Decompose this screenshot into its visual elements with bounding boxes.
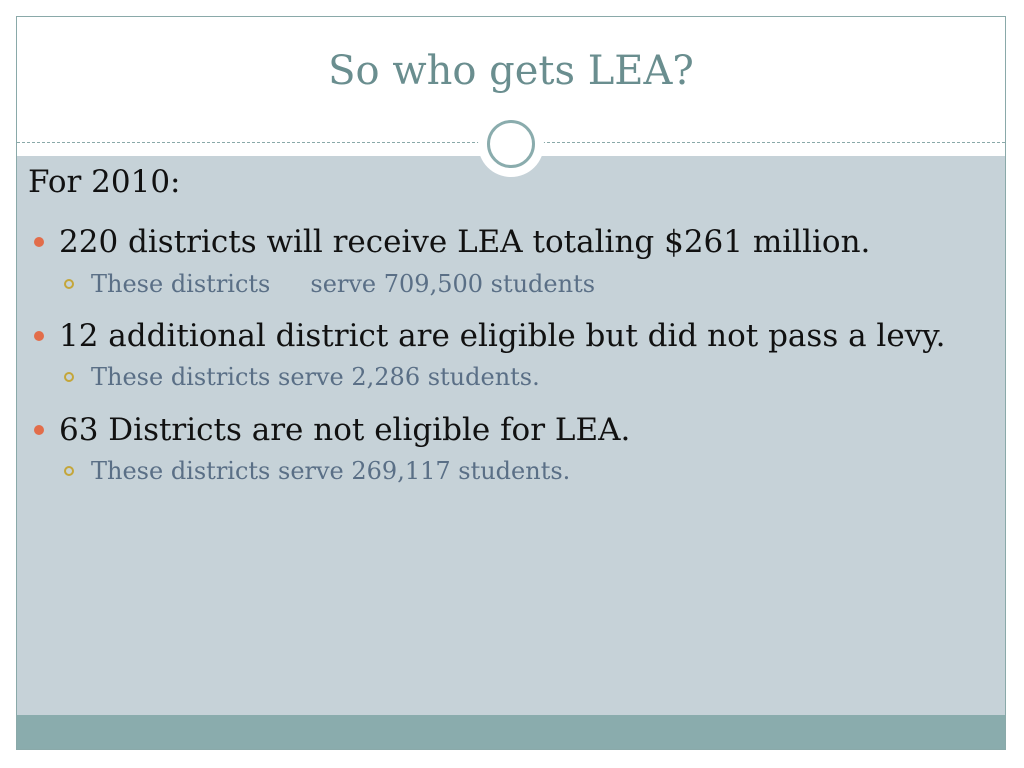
sub-bullet-item — [28, 359, 958, 396]
bullet-text: 220 districts will receive LEA totaling $261 million. — [59, 224, 871, 261]
filled-circle-bullet-icon — [34, 425, 44, 435]
bullet-item — [28, 313, 958, 360]
bullet-text: 63 Districts are not eligible for LEA. — [59, 411, 631, 448]
sub-bullet-item — [28, 453, 958, 490]
hollow-circle-bullet-icon — [64, 466, 74, 476]
sub-bullet-text-part2: serve 709,500 students — [310, 269, 596, 298]
filled-circle-bullet-icon — [34, 237, 44, 247]
bullet-item — [28, 219, 958, 266]
sub-bullet-item — [28, 266, 958, 303]
hollow-circle-bullet-icon — [64, 279, 74, 289]
bullet-item — [28, 407, 958, 454]
sub-bullet-text: These districts serve 2,286 students. — [91, 363, 540, 392]
footer-bar — [17, 715, 1005, 749]
hollow-circle-bullet-icon — [64, 372, 74, 382]
slide-title: So who gets LEA? — [328, 48, 694, 94]
slide-body — [28, 164, 958, 500]
intro-line: For 2010: — [28, 164, 181, 200]
filled-circle-bullet-icon — [34, 331, 44, 341]
bullet-text: 12 additional district are eligible but did not pass a levy. — [59, 317, 946, 354]
circle-ring-inner — [487, 120, 535, 168]
sub-bullet-text-part1: These districts — [91, 269, 271, 298]
sub-bullet-text: These districts serve 269,117 students. — [91, 457, 571, 486]
